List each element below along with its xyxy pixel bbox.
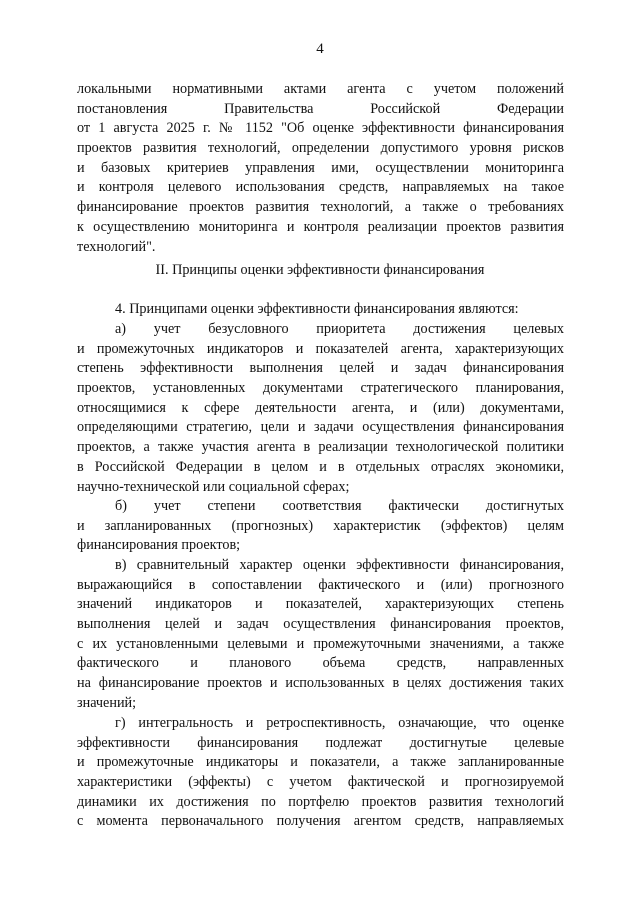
text-line: проектов развития технологий, определении допустимого уровня рисков bbox=[77, 140, 564, 157]
section-heading: II. Принципы оценки эффективности финансирования bbox=[155, 262, 485, 278]
text-line: к осуществлению мониторинга и контроля реализации проектов развития bbox=[77, 218, 564, 235]
text-line: эффективности финансирования подлежат достигнутые целевые bbox=[77, 734, 564, 751]
text-line: проектов, установленных документами стратегического планирования, bbox=[77, 380, 564, 397]
text-line: технологий". bbox=[77, 238, 156, 255]
text-line: с их установленными целевыми и промежуточными значениями, а также bbox=[77, 635, 564, 652]
text-line: постановления Правительства Российской Федерации bbox=[77, 100, 564, 117]
text-line: а) учет безусловного приоритета достижения целевых bbox=[115, 321, 564, 337]
text-line: и промежуточных индикаторов и показателей агента, характеризующих bbox=[77, 340, 564, 357]
text-line: от 1 августа 2025 г. № 1152 "Об оценке эффективности финансирования bbox=[77, 120, 564, 137]
item-4-lead-text: 4. Принципами оценки эффективности финансирования являются: bbox=[115, 301, 519, 317]
text-line: определяющими стратегию, цели и задачи осуществления финансирования bbox=[77, 419, 564, 436]
text-line: характеристики (эффекты) с учетом фактической и прогнозируемой bbox=[77, 774, 564, 791]
text-line: г) интегральность и ретроспективность, означающие, что оценке bbox=[115, 715, 564, 731]
intro-paragraph bbox=[77, 80, 564, 257]
item-c-paragraph bbox=[77, 556, 564, 714]
text-line: в Российской Федерации в целом и в отдельных отраслях экономики, bbox=[77, 458, 564, 475]
text-line: и запланированных (прогнозных) характеристик (эффектов) целям bbox=[77, 517, 564, 534]
text-line: финансирования проектов; bbox=[77, 537, 241, 554]
item-b-paragraph bbox=[77, 497, 564, 556]
text-line: динамики их достижения по портфелю проектов развития технологий bbox=[77, 793, 564, 810]
item-d-paragraph bbox=[77, 714, 564, 832]
text-line: финансирование проектов развития технологий, а также о требованиях bbox=[77, 199, 564, 216]
text-line: и контроля целевого использования средств, направляемых на такое bbox=[77, 179, 564, 196]
text-line: научно-технической или социальной сферах; bbox=[77, 478, 350, 495]
text-line: выполнения целей и задач осуществления финансирования проектов, bbox=[77, 616, 564, 633]
page-number: 4 bbox=[316, 41, 324, 57]
text-line: фактического и планового объема средств, направленных bbox=[77, 655, 564, 672]
item-a-paragraph bbox=[77, 320, 564, 497]
text-line: и базовых критериев управления ими, осуществлении мониторинга bbox=[77, 159, 564, 176]
text-line: локальными нормативными актами агента с учетом положений bbox=[77, 81, 564, 97]
text-line: и промежуточные индикаторы и показатели, а также запланированные bbox=[77, 754, 564, 771]
text-line: относящимися к сфере деятельности агента, и (или) документами, bbox=[77, 399, 564, 416]
text-line: степень эффективности выполнения целей и задач финансирования bbox=[77, 360, 564, 377]
text-line: значений индикаторов и показателей, характеризующих степень bbox=[77, 596, 564, 613]
text-line: с момента первоначального получения агентом средств, направляемых bbox=[77, 813, 564, 830]
text-line: значений; bbox=[77, 694, 137, 711]
text-line: выражающийся в сопоставлении фактического и (или) прогнозного bbox=[77, 576, 564, 593]
text-line: проектов, а также участия агента в реализации технологической политики bbox=[77, 439, 564, 456]
item-4-lead bbox=[77, 300, 564, 320]
text-line: на финансирование проектов и использованных в целях достижения таких bbox=[77, 675, 564, 692]
text-line: в) сравнительный характер оценки эффективности финансирования, bbox=[115, 557, 564, 573]
text-line: б) учет степени соответствия фактически достигнутых bbox=[115, 498, 564, 514]
